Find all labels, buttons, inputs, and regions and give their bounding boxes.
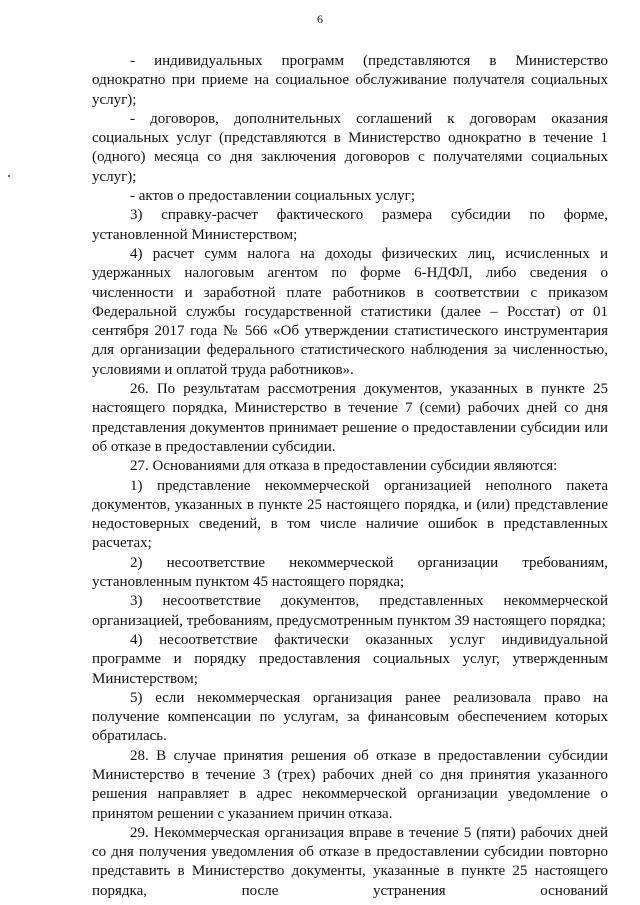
paragraph-clause-27: 27. Основаниями для отказа в предоставлении субсидии являются: xyxy=(130,458,558,475)
paragraph-clause-29: 29. Некоммерческая организация вправе в течение 5 (пяти) рабочих дней со дня получения уведомления об отказе в предоставлении субсидии повторно представить в Министерство документы, указанные в пункте 25 настоящего порядка, после устранения оснований xyxy=(92,824,608,899)
paragraph-clause-26: 26. По результатам рассмотрения документов, указанных в пункте 25 настоящего порядка, Министерство в течение 7 (семи) рабочих дней со дня представления документов принимает решение о предоставлении субсидии или об отказе в предоставлении субсидии. xyxy=(92,381,608,455)
paragraph-reason-1: 1) представление некоммерческой организацией неполного пакета документов, указанных в пункте 25 настоящего порядка, и (или) представление недостоверных сведений, в том числе наличие ошибок в представленных расчетах; xyxy=(92,477,608,552)
paragraph-item-3-calculation: 3) справку-расчет фактического размера субсидии по форме, установленной Министерством; xyxy=(92,207,608,243)
paragraph-item-4-tax: 4) расчет сумм налога на доходы физических лиц, исчисленных и удержанных налоговым агентом по форме 6-НДФЛ, либо сведения о численности и заработной плате работников в соответствии с приказом Федеральной службы государственной статистики (далее – Росстат) от 01 сентября 2017 года № 566 «Об утверждении статистического инструментария для организации федерального статистического наблюдения за численностью, условиями и оплатой труда работников». xyxy=(92,245,608,378)
paragraph-reason-4: 4) несоответствие фактически оказанных услуг индивидуальной программе и порядку предоставления социальных услуг, утвержденным Министерством; xyxy=(92,631,608,687)
paragraph-acts: - актов о предоставлении социальных услуг; xyxy=(130,188,415,205)
scan-speck xyxy=(8,175,10,177)
page-number: 6 xyxy=(317,12,323,26)
paragraph-reason-5: 5) если некоммерческая организация ранее реализовала право на получение компенсации по услугам, за финансовым обеспечением которых обратилась. xyxy=(92,689,608,745)
paragraph-reason-3: 3) несоответствие документов, представленных некоммерческой организацией, требованиям, предусмотренным пунктом 39 настоящего порядка; xyxy=(92,593,608,629)
paragraph-individual-programs: - индивидуальных программ (представляются в Министерство однократно при приеме на социальное обслуживание получателя социальных услуг); xyxy=(92,53,608,108)
document-body xyxy=(92,52,608,901)
paragraph-reason-2: 2) несоответствие некоммерческой организации требованиям, установленным пунктом 45 настоящего порядка; xyxy=(92,554,608,591)
paragraph-contracts: - договоров, дополнительных соглашений к договорам оказания социальных услуг (представляются в Министерство однократно в течение 1 (одного) месяца со дня заключения договоров с получателями социальных услуг); xyxy=(92,110,608,185)
paragraph-clause-28: 28. В случае принятия решения об отказе в предоставлении субсидии Министерство в течение 3 (трех) рабочих дней со дня принятия указанного решения направляет в адрес некоммерческой организации уведомление о принятом решении с указанием причин отказа. xyxy=(92,747,608,822)
